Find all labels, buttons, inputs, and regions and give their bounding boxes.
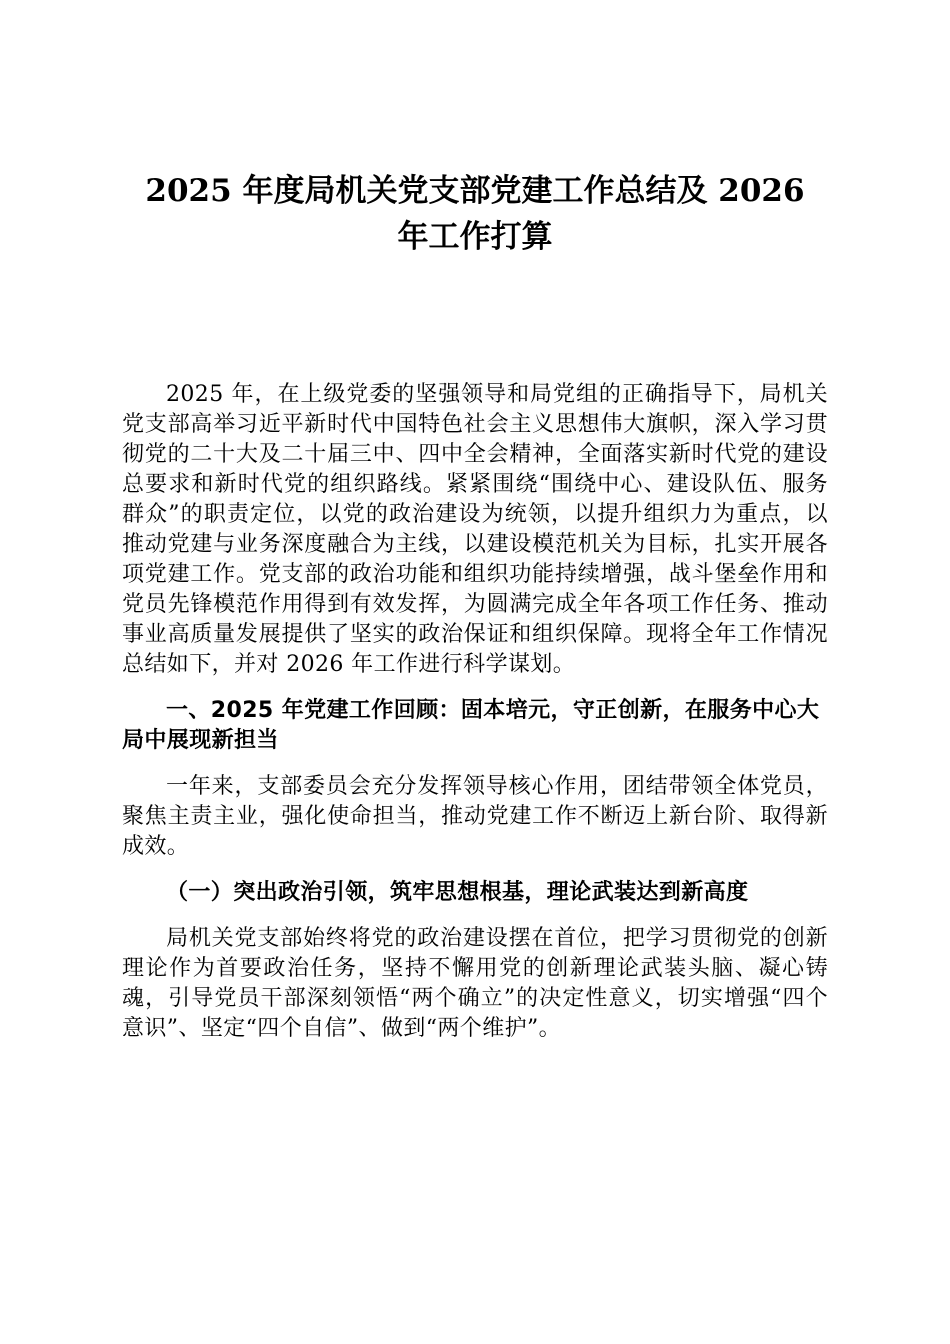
intro-paragraph: 2025 年，在上级党委的坚强领导和局党组的正确指导下，局机关党支部高举习近平新时代中国特色社会主义思想伟大旗帜，深入学习贯彻党的二十大及二十届三中、四中全会精神，全面落实新时代党的建设总要求和新时代党的组织路线。紧紧围绕“围绕中心、建设队伍、服务群众”的职责定位，以党的政治建设为统领，以提升组织力为重点，以推动党建与业务深度融合为主线，以建设模范机关为目标，扎实开展各项党建工作。党支部的政治功能和组织功能持续增强，战斗堡垒作用和党员先锋模范作用得到有效发挥，为圆满完成全年各项工作任务、推动事业高质量发展提供了坚实的政治保证和组织保障。现将全年工作情况总结如下，并对 2026 年工作进行科学谋划。	[122, 382, 828, 677]
document-title	[122, 168, 828, 260]
title-line-2: 年工作打算	[397, 219, 553, 255]
subsection-1-paragraph: 局机关党支部始终将党的政治建设摆在首位，把学习贯彻党的创新理论作为首要政治任务，坚持不懈用党的创新理论武装头脑、凝心铸魂，引导党员干部深刻领悟“两个确立”的决定性意义，切实增强“四个意识”、坚定“四个自信”、做到“两个维护”。	[122, 926, 828, 1041]
title-line-1: 2025 年度局机关党支部党建工作总结及 2026	[145, 173, 805, 209]
section-heading-1: 一、2025 年党建工作回顾：固本培元，守正创新，在服务中心大局中展现新担当	[122, 698, 820, 753]
section-1-paragraph: 一年来，支部委员会充分发挥领导核心作用，团结带领全体党员，聚焦主责主业，强化使命担当，推动党建工作不断迈上新台阶、取得新成效。	[122, 774, 828, 859]
subsection-heading-1: （一）突出政治引领，筑牢思想根基，理论武装达到新高度	[166, 880, 749, 905]
document-body	[122, 380, 828, 1044]
